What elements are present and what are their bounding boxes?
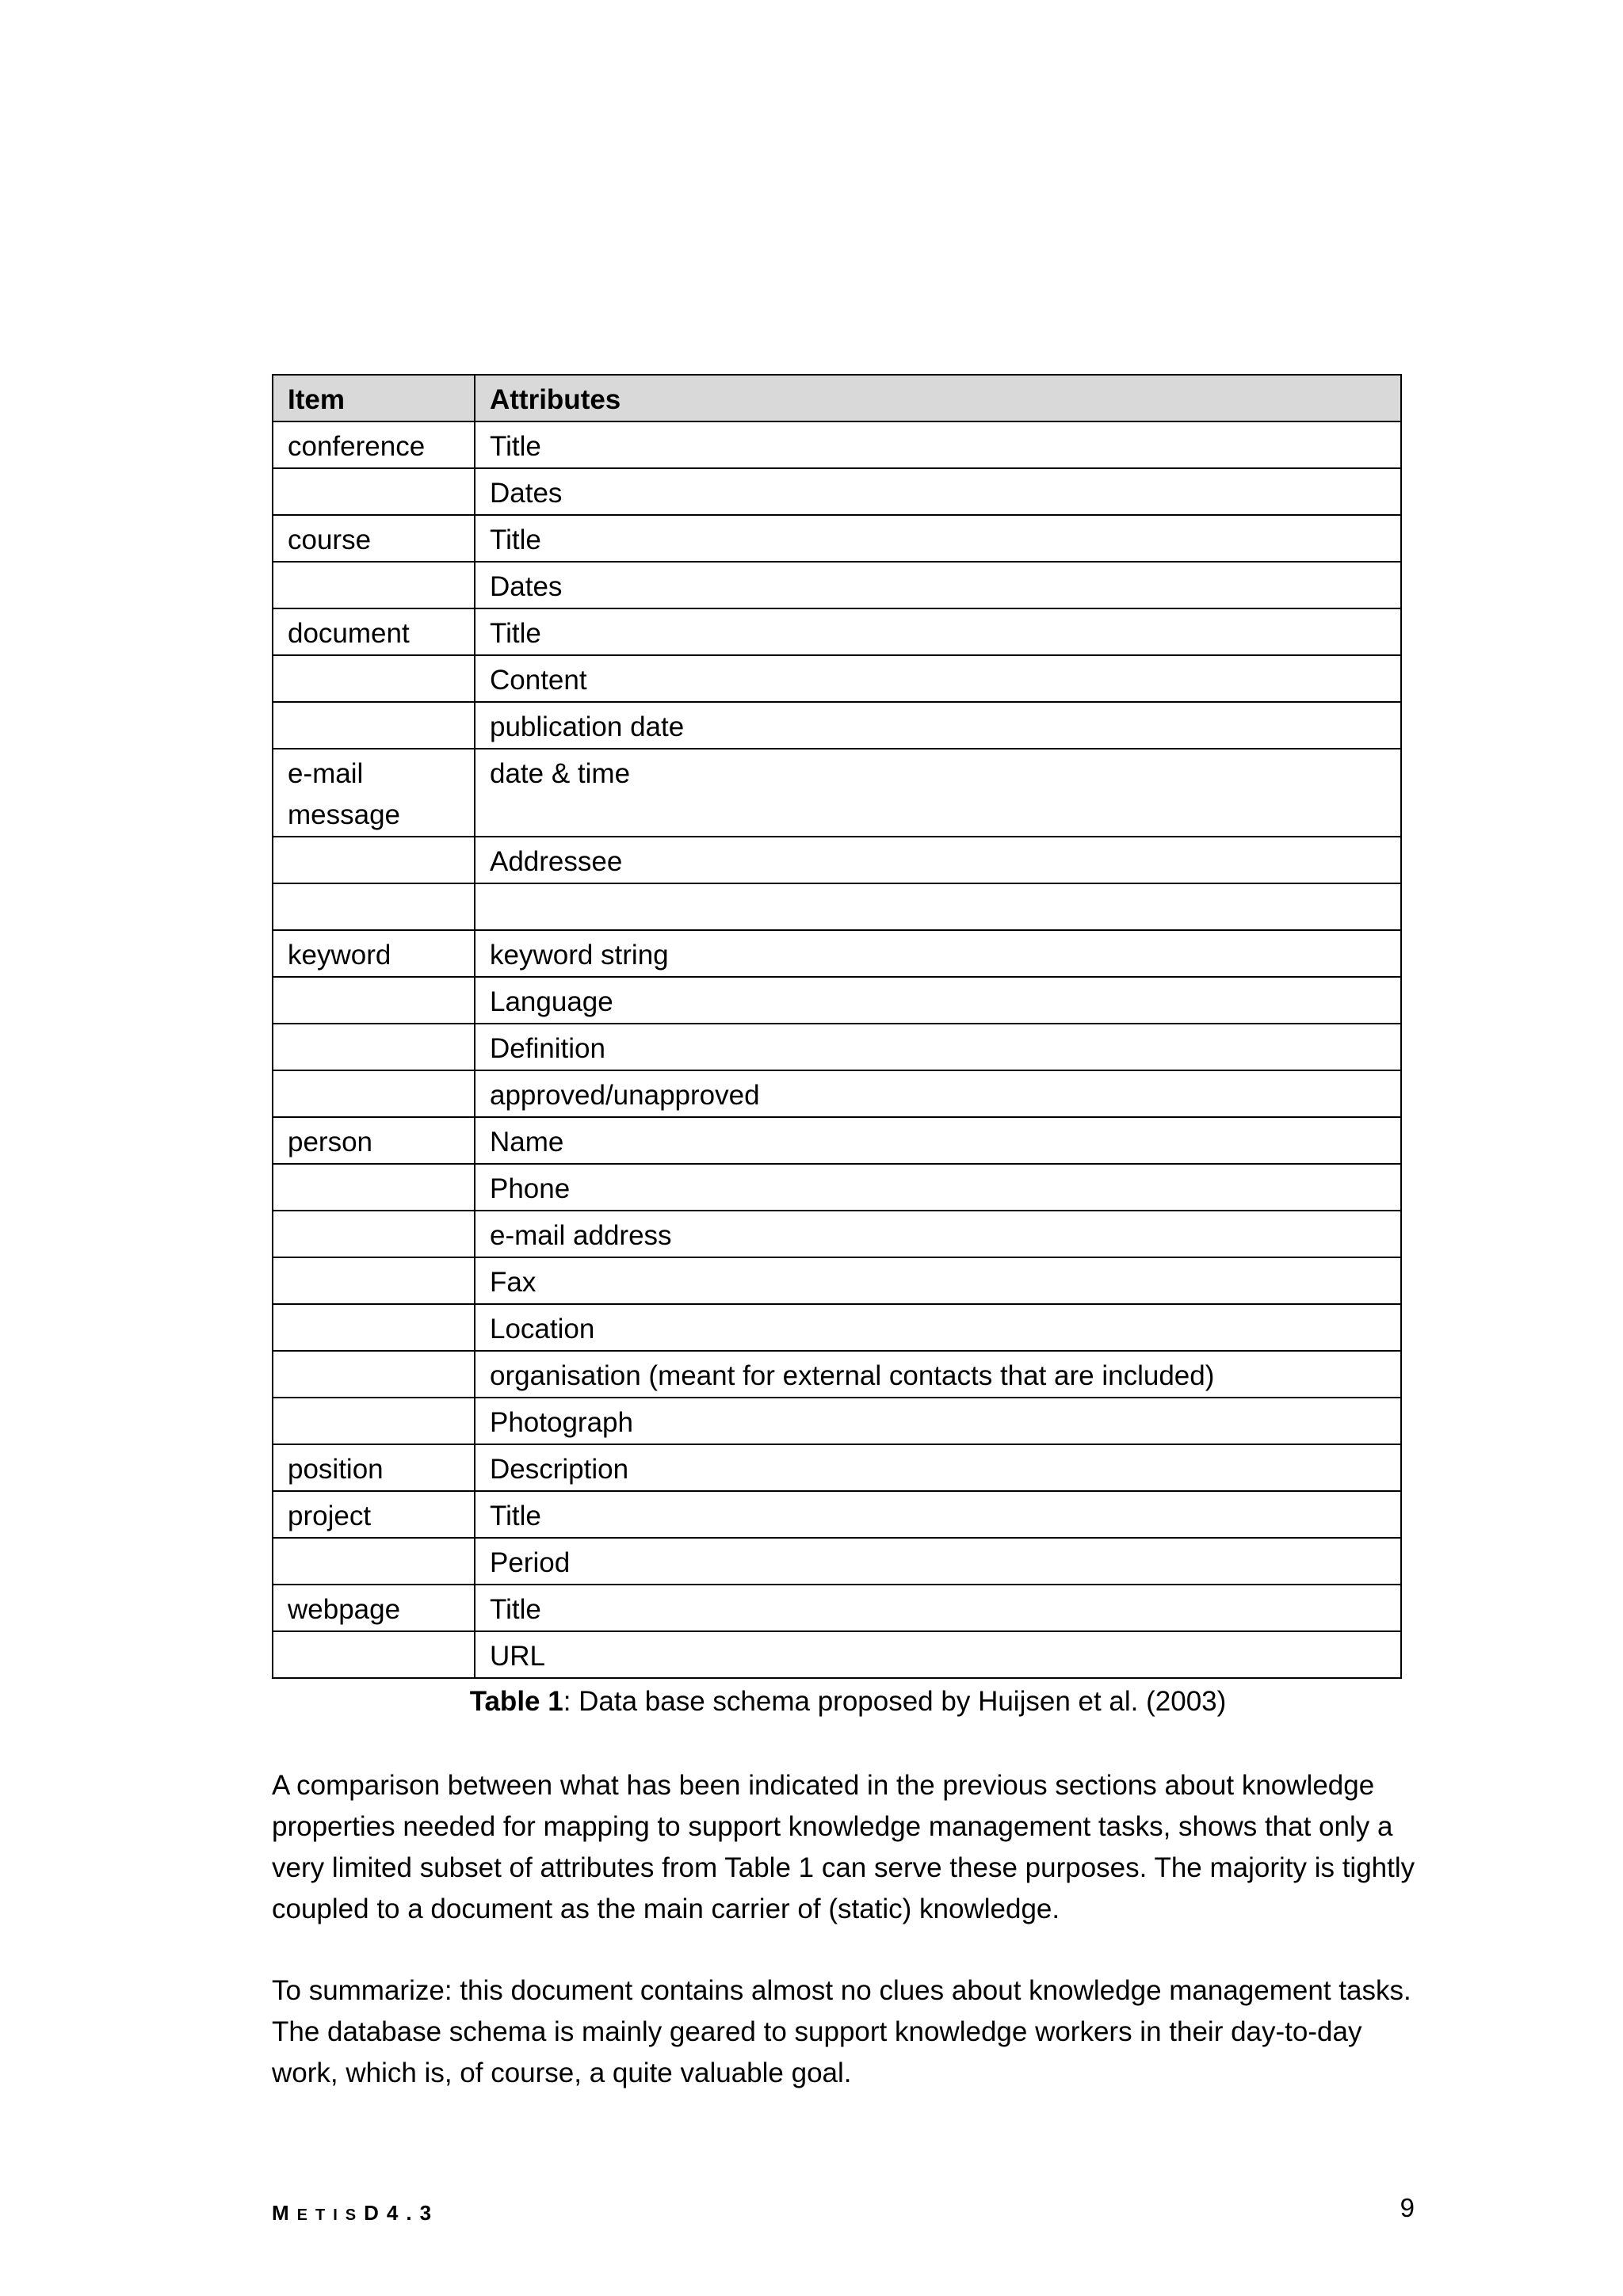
table-row [273, 1117, 1401, 1164]
item-cell: webpage [273, 1585, 475, 1631]
item-cell [273, 562, 475, 608]
table-header-row [273, 375, 1401, 421]
item-cell [273, 1631, 475, 1678]
item-cell: document [273, 608, 475, 655]
attribute-cell: Addressee [475, 837, 1401, 883]
item-cell [273, 883, 475, 930]
table-row [273, 468, 1401, 515]
attribute-cell: Description [475, 1444, 1401, 1491]
table-caption [0, 1681, 1623, 1722]
attribute-cell: keyword string [475, 930, 1401, 977]
table-row [273, 1585, 1401, 1631]
table-row [273, 1631, 1401, 1678]
attribute-cell: Title [475, 1585, 1401, 1631]
item-cell [273, 1398, 475, 1444]
attribute-cell [475, 883, 1401, 930]
table-row [273, 1070, 1401, 1117]
attribute-cell: e-mail address [475, 1211, 1401, 1257]
caption-text: : Data base schema proposed by Huijsen et al. (2003) [563, 1686, 1227, 1717]
attribute-cell: Name [475, 1117, 1401, 1164]
attribute-cell: publication date [475, 702, 1401, 749]
item-cell: position [273, 1444, 475, 1491]
header-item: Item [273, 375, 475, 421]
table-row [273, 1444, 1401, 1491]
item-cell: project [273, 1491, 475, 1538]
table-row [273, 1538, 1401, 1585]
footer-id-initial: M [272, 2201, 297, 2225]
attribute-cell: Dates [475, 468, 1401, 515]
attribute-cell: Title [475, 515, 1401, 562]
attribute-cell: Title [475, 1491, 1401, 1538]
attribute-cell: Definition [475, 1024, 1401, 1070]
page-number: 9 [1400, 2193, 1415, 2222]
attribute-cell: Fax [475, 1257, 1401, 1304]
attribute-cell: Title [475, 421, 1401, 468]
item-cell [273, 1070, 475, 1117]
attribute-cell: URL [475, 1631, 1401, 1678]
attribute-cell: approved/unapproved [475, 1070, 1401, 1117]
table-row [273, 1211, 1401, 1257]
header-attributes: Attributes [475, 375, 1401, 421]
table-row [273, 977, 1401, 1024]
table-row [273, 1257, 1401, 1304]
item-cell [273, 977, 475, 1024]
table-row [273, 837, 1401, 883]
footer-document-id [272, 2201, 439, 2225]
table-row [273, 562, 1401, 608]
attribute-cell: organisation (meant for external contacts that are included) [475, 1351, 1401, 1398]
item-cell: keyword [273, 930, 475, 977]
attribute-cell: Period [475, 1538, 1401, 1585]
item-cell [273, 1024, 475, 1070]
item-cell [273, 1164, 475, 1211]
table-row [273, 1024, 1401, 1070]
attribute-cell: Location [475, 1304, 1401, 1351]
table-row [273, 883, 1401, 930]
item-cell [273, 1351, 475, 1398]
table-row [273, 749, 1401, 837]
item-cell [273, 702, 475, 749]
footer-id-rest: ETIS [296, 2206, 365, 2224]
table-row [273, 608, 1401, 655]
table-row [273, 1398, 1401, 1444]
table-body [273, 421, 1401, 1678]
table-row [273, 702, 1401, 749]
attribute-cell: date & time [475, 749, 1401, 837]
paragraph-summary: To summarize: this document contains almost no clues about knowledge management tasks. The database schema is mainly geared to support knowledge workers in their day-to-day work, which is, of course, a quite valuable goal. [272, 1975, 1411, 2088]
paragraph-comparison: A comparison between what has been indicated in the previous sections about knowledge properties needed for mapping to support knowledge management tasks, shows that only a very limited subset of attributes from Table 1 can serve these purposes. The majority is tightly coupled to a document as the main carrier of (static) knowledge. [272, 1770, 1415, 1924]
table-row [273, 930, 1401, 977]
schema-table [272, 374, 1402, 1679]
table-row [273, 515, 1401, 562]
attribute-cell: Phone [475, 1164, 1401, 1211]
item-cell: course [273, 515, 475, 562]
caption-label: Table 1 [469, 1686, 563, 1717]
item-cell [273, 1538, 475, 1585]
item-cell [273, 1211, 475, 1257]
attribute-cell: Language [475, 977, 1401, 1024]
item-cell [273, 837, 475, 883]
item-cell [273, 1304, 475, 1351]
item-cell: conference [273, 421, 475, 468]
item-cell [273, 655, 475, 702]
attribute-cell: Content [475, 655, 1401, 702]
table-row [273, 655, 1401, 702]
item-cell [273, 468, 475, 515]
footer-id-number: D4.3 [364, 2201, 440, 2225]
table-row [273, 1491, 1401, 1538]
item-cell [273, 1257, 475, 1304]
attribute-cell: Dates [475, 562, 1401, 608]
table-row [273, 1164, 1401, 1211]
item-cell: e-mail message [273, 749, 475, 837]
table-row [273, 421, 1401, 468]
item-cell: person [273, 1117, 475, 1164]
attribute-cell: Photograph [475, 1398, 1401, 1444]
table-row [273, 1351, 1401, 1398]
table-row [273, 1304, 1401, 1351]
attribute-cell: Title [475, 608, 1401, 655]
